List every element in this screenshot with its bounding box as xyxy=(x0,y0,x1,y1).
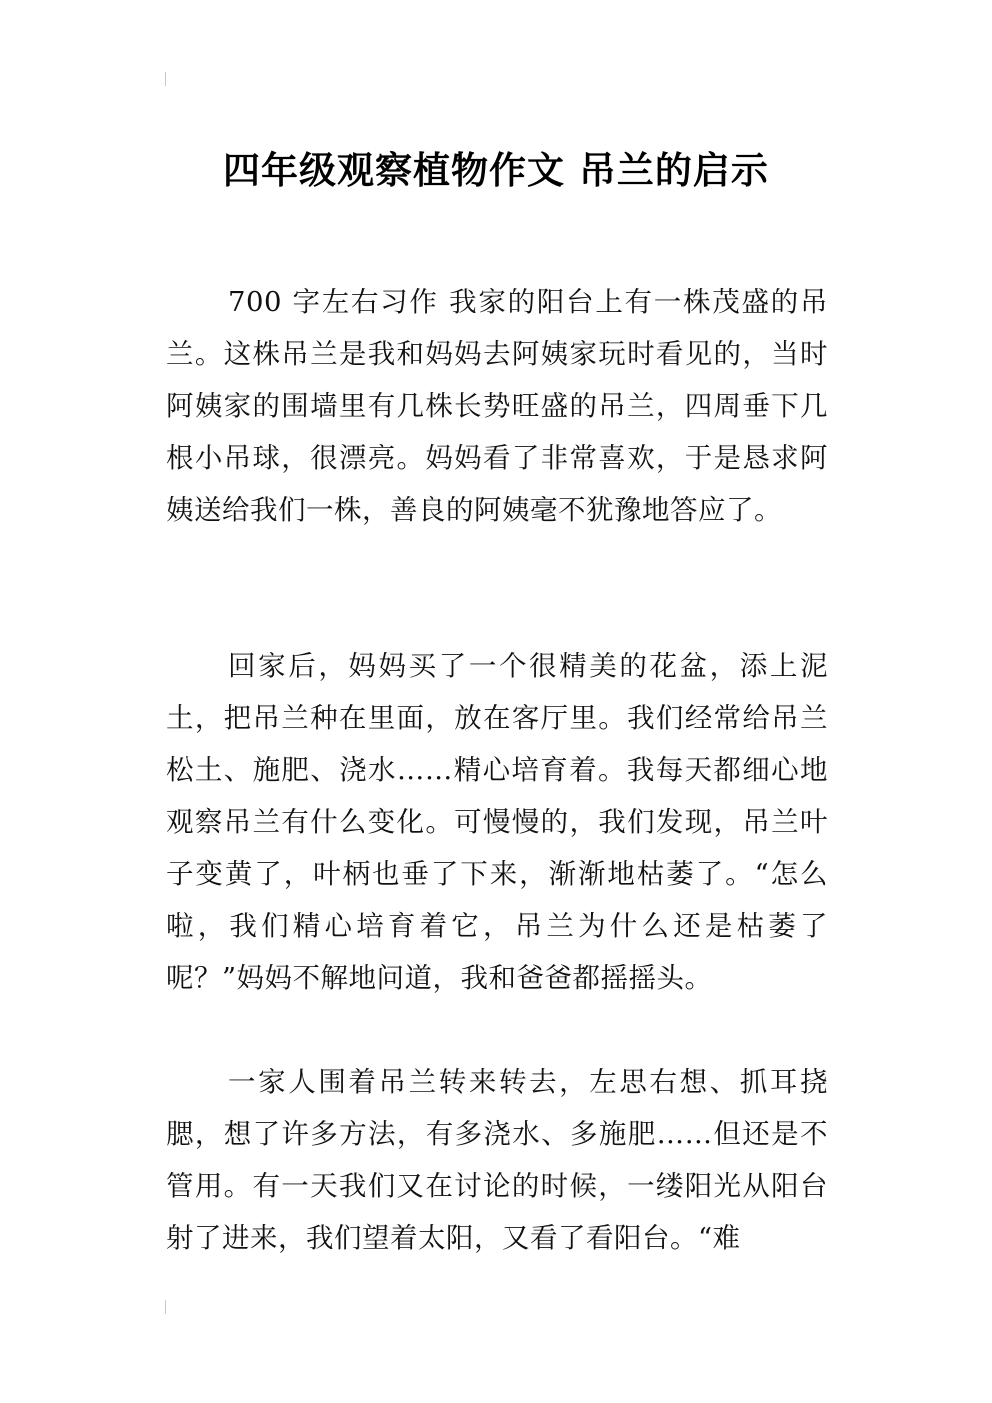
page-corner-mark-top xyxy=(165,72,166,86)
paragraph-3: 一家人围着吊兰转来转去，左思右想、抓耳挠腮，想了许多方法，有多浇水、多施肥……但还是不管用。有一天我们又在讨论的时候，一缕阳光从阳台射了进来，我们望着太阳，又看了看阳台。“难 xyxy=(166,1066,828,1254)
paragraph-1: 700 字左右习作 我家的阳台上有一株茂盛的吊兰。这株吊兰是我和妈妈去阿姨家玩时看见的，当时阿姨家的围墙里有几株长势旺盛的吊兰，四周垂下几根小吊球，很漂亮。妈妈看了非常喜欢，于是恳求阿姨送给我们一株，善良的阿姨毫不犹豫地答应了。 xyxy=(166,286,828,526)
paragraph-2: 回家后，妈妈买了一个很精美的花盆，添上泥土，把吊兰种在里面，放在客厅里。我们经常给吊兰松土、施肥、浇水……精心培育着。我每天都细心地观察吊兰有什么变化。可慢慢的，我们发现，吊兰叶子变黄了，叶柄也垂了下来，渐渐地枯萎了。“怎么啦，我们精心培育着它，吊兰为什么还是枯萎了呢？”妈妈不解地问道，我和爸爸都摇摇头。 xyxy=(166,650,828,994)
page-corner-mark-bottom xyxy=(165,1300,166,1314)
document-title: 四年级观察植物作文 吊兰的启示 xyxy=(223,148,769,192)
